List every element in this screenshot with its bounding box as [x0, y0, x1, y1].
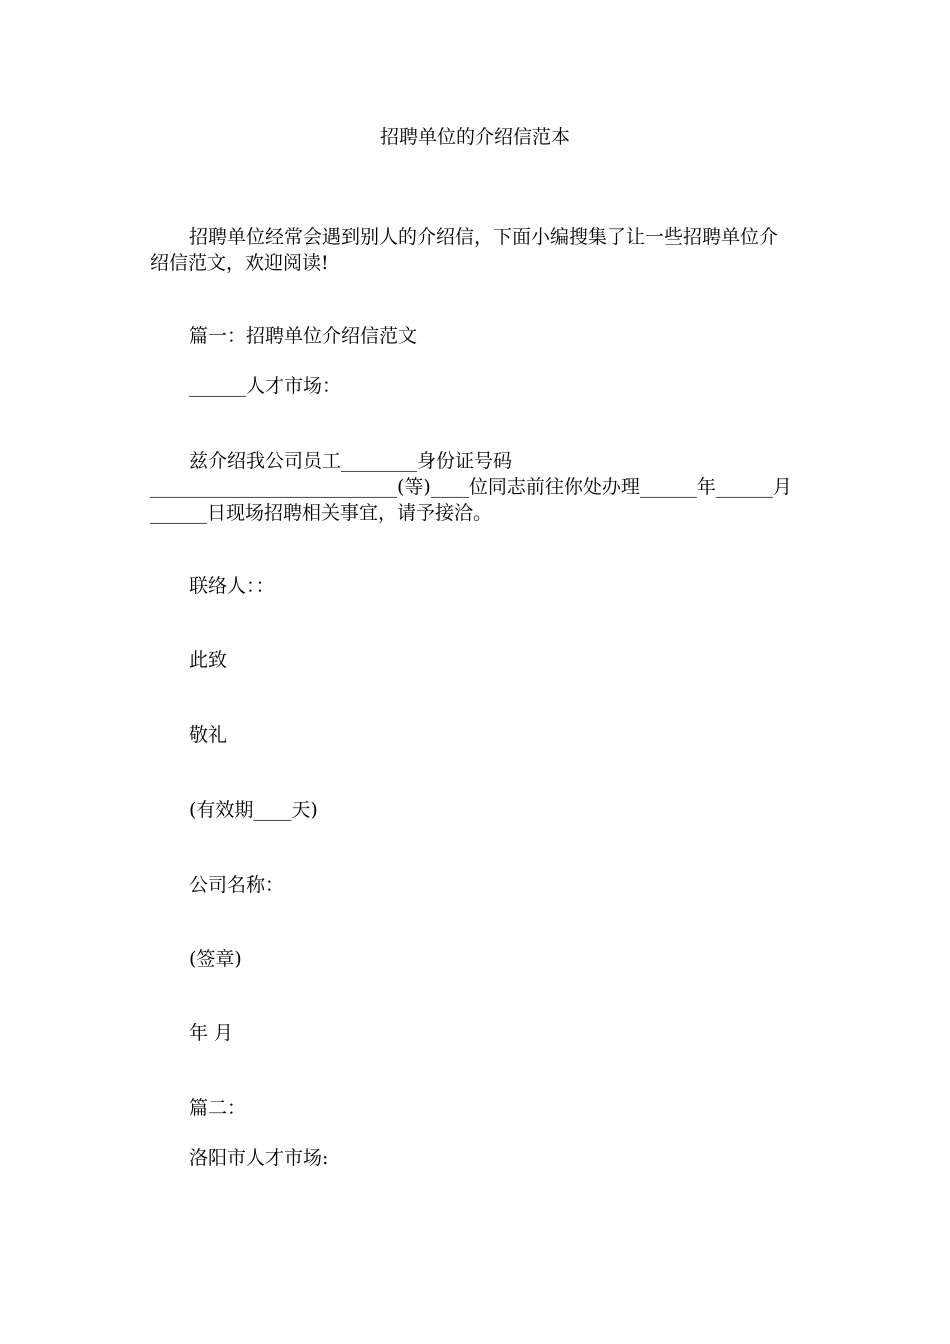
body-line-1: 兹介绍我公司员工________身份证号码 — [189, 450, 513, 472]
company-name-line: 公司名称： — [189, 874, 285, 896]
intro-line-2: 绍信范文，欢迎阅读! — [150, 252, 329, 274]
validity-line: (有效期____天) — [189, 799, 318, 821]
body-line-3: ______日现场招聘相关事宜，请予接洽。 — [150, 502, 493, 524]
body-line-2: __________________________(等)____位同志前往你处办理______年______月 — [150, 476, 792, 498]
addressee-1: ______人才市场： — [189, 375, 342, 397]
document-title: 招聘单位的介绍信范本 — [379, 126, 570, 148]
section2-heading: 篇二： — [189, 1097, 247, 1119]
closing-line-2: 敬礼 — [189, 724, 228, 746]
addressee-2: 洛阳市人才市场: — [189, 1147, 329, 1169]
section1-heading: 篇一：招聘单位介绍信范文 — [189, 325, 418, 347]
seal-line: (签章) — [189, 948, 242, 970]
closing-line-1: 此致 — [189, 649, 228, 671]
date-line: 年 月 — [189, 1022, 234, 1044]
intro-line-1: 招聘单位经常会遇到别人的介绍信，下面小编搜集了让一些招聘单位介 — [189, 226, 779, 248]
contact-line: 联络人：： — [189, 575, 275, 597]
